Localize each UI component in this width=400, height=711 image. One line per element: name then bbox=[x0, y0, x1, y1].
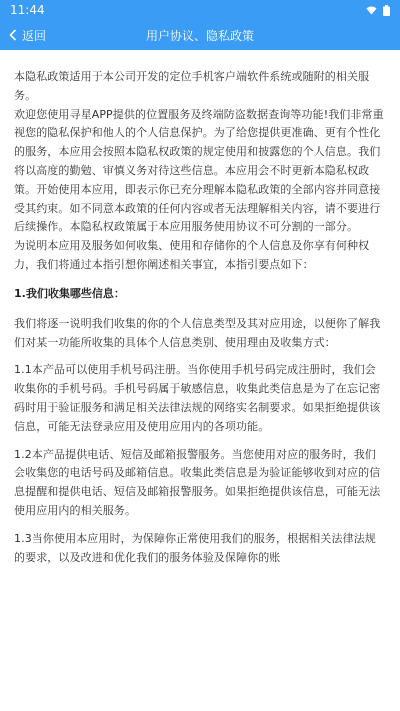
battery-icon bbox=[383, 5, 390, 16]
chevron-left-icon bbox=[8, 29, 18, 41]
back-label: 返回 bbox=[22, 28, 47, 43]
section-1-text: 我们将逐一说明我们收集的你的个人信息类型及其对应用途，以便你了解我们对某一功能所收集的具体个人信息类别、使用理由及收集方式： bbox=[14, 316, 381, 349]
item-1-1: 1.1本产品可以使用手机号码注册。当你使用手机号码完成注册时，我们会收集你的手机号码。手机号码属于敏感信息，收集此类信息是为了在忘记密码时用于验证服务和满足相关法律法规的网络实名制要求。如果拒绝提供该信息，可能无法登录应用及使用应用内的各项功能。 bbox=[14, 363, 381, 433]
intro-paragraph-1: 本隐私政策适用于本公司开发的定位手机客户端软件系统或随附的相关服务。 bbox=[14, 70, 370, 102]
item-1-2: 1.2本产品提供电话、短信及邮箱报警服务。当您使用对应的服务时，我们会收集您的电话号码及邮箱信息。收集此类信息是为验证能够收到对应的信息提醒和提供电话、短信及邮箱报警服务。如果拒绝提供该信息，可能无法使用应用内的相关服务。 bbox=[14, 447, 381, 517]
app-bar bbox=[0, 20, 400, 50]
item-1-3: 1.3当你使用本应用时，为保障你正常使用我们的服务，根据相关法律法规的要求，以及改进和优化我们的服务体验及保障你的账 bbox=[14, 531, 376, 564]
status-time: 11:44 bbox=[10, 3, 45, 17]
intro-paragraph-3: 为说明本应用及服务如何收集、使用和存储你的个人信息及你享有何种权力，我们将通过本指引想你阐述相关事宜，本指引要点如下： bbox=[14, 239, 370, 271]
intro-paragraph-2: 欢迎您使用寻星APP提供的位置服务及终端防盗数据查询等功能!我们非常重视您的隐私保护和他人的个人信息保护。为了给您提供更准确、更有个性化的服务，本应用会按照本隐私权政策的规定使用和披露您的个人信息。我们将以高度的勤勉、审慎义务对待这些信息。本应用会不时更新本隐私权政策。开始使用本应用，即表示你已充分理解本隐私政策的全部内容并同意接受其约束。如不同意本政策的任何内容或者无法理解相关内容，请不要进行后续操作。本隐私权政策属于本应用服务使用协议不可分割的一部分。 bbox=[14, 107, 384, 234]
wifi-icon bbox=[366, 6, 377, 15]
back-button[interactable] bbox=[8, 27, 46, 44]
status-bar bbox=[0, 0, 400, 20]
page-title: 用户协议、隐私政策 bbox=[145, 28, 254, 43]
policy-content[interactable] bbox=[0, 50, 400, 711]
section-1-heading: 1.我们收集哪些信息： bbox=[14, 286, 125, 300]
status-icons bbox=[366, 5, 390, 16]
